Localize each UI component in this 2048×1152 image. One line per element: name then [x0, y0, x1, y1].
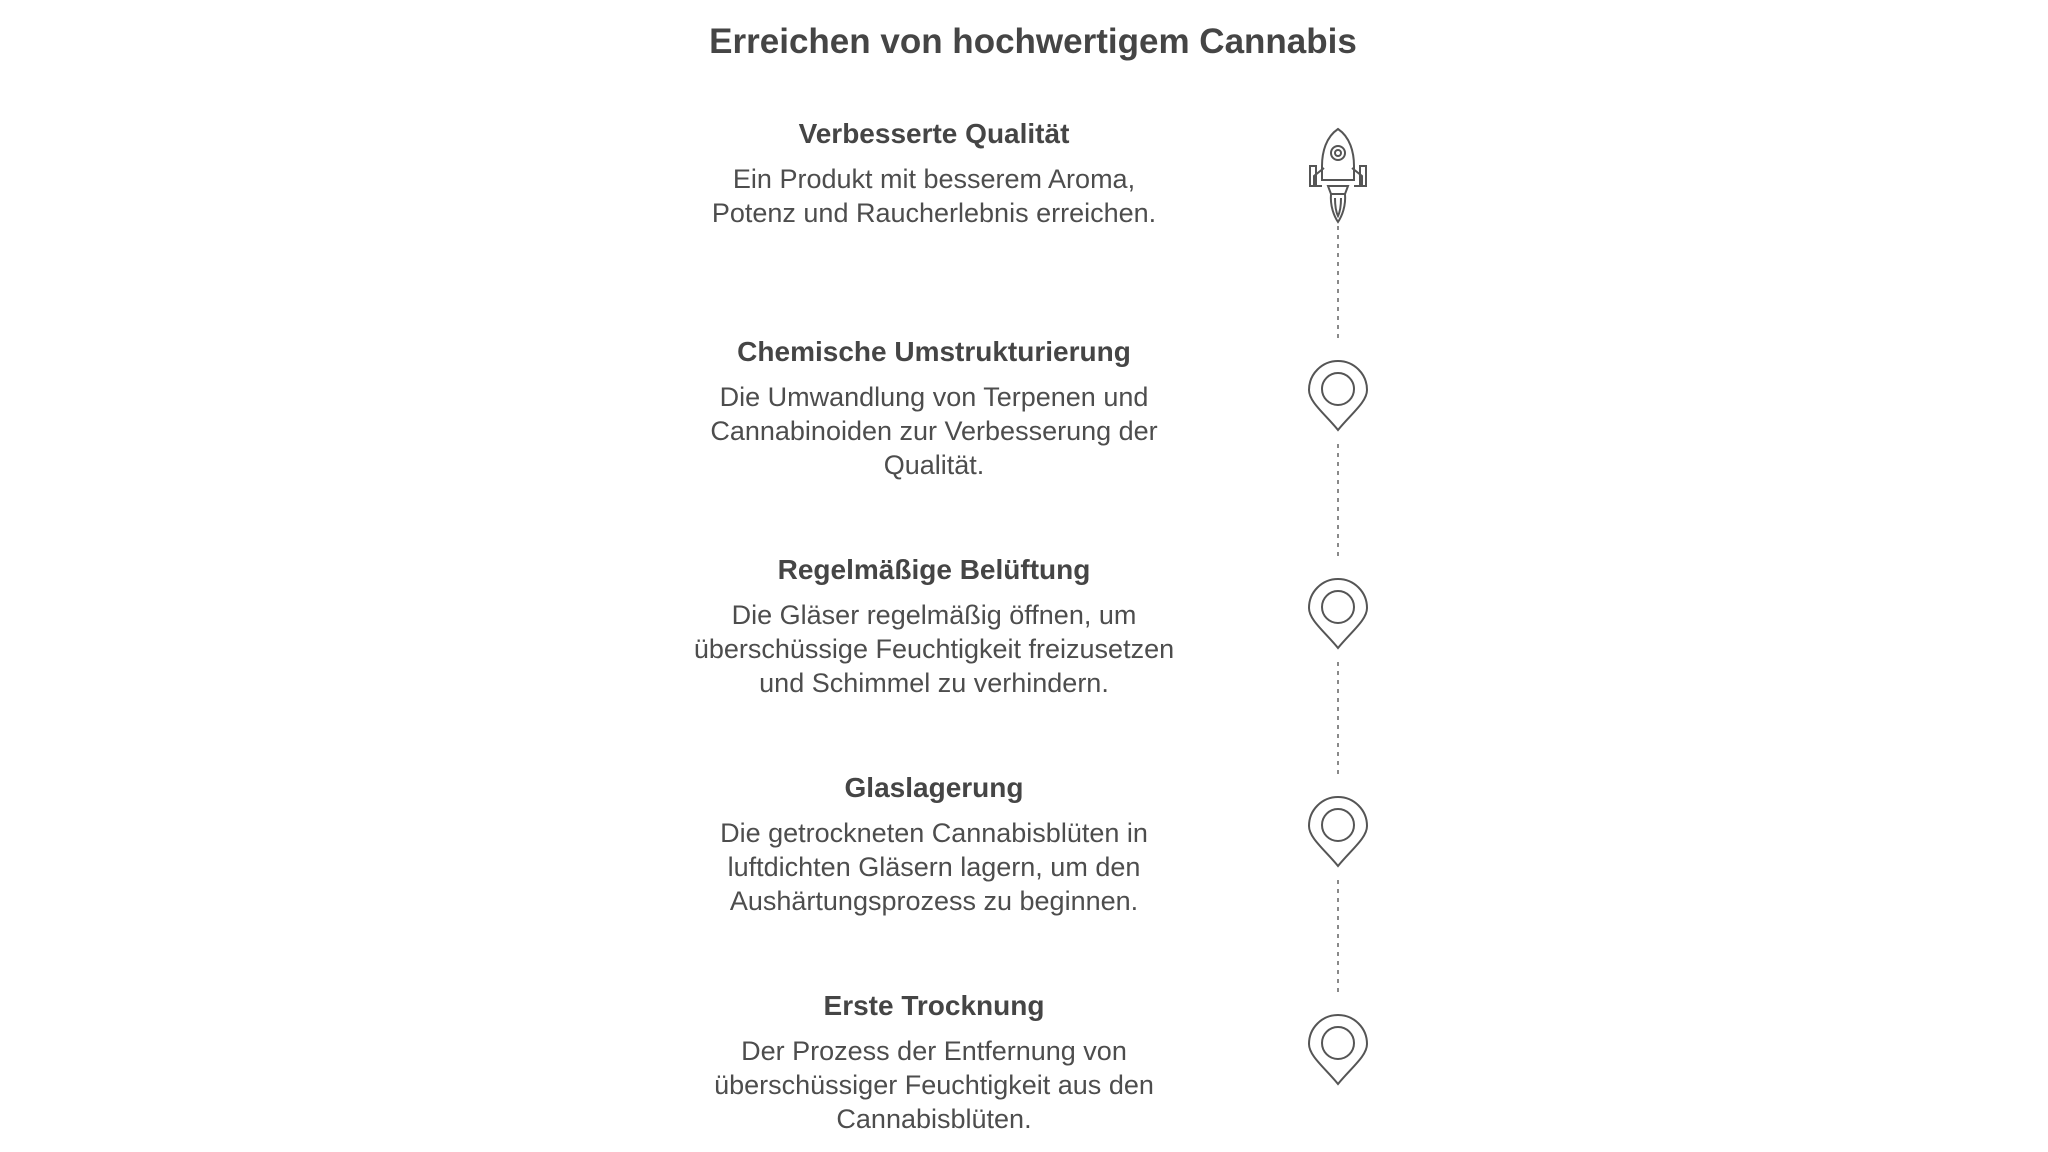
step-heading: Glaslagerung — [844, 772, 1024, 803]
step-chemische-umstrukturierung — [634, 332, 1234, 482]
step-description: Der Prozess der Entfernung von überschüssiger Feuchtigkeit aus den Cannabisblüten. — [714, 1036, 1154, 1134]
step-description: Die getrockneten Cannabisblüten in luftdichten Gläsern lagern, um den Aushärtungsprozess zu beginnen. — [720, 818, 1148, 916]
step-regelmaessige-belueftung — [634, 550, 1234, 700]
step-description: Die Umwandlung von Terpenen und Cannabinoiden zur Verbesserung der Qualität. — [710, 382, 1158, 480]
map-pin-icon — [1309, 797, 1367, 866]
map-pin-icon — [1309, 579, 1367, 648]
rocket-icon — [1310, 129, 1366, 222]
step-heading: Regelmäßige Belüftung — [777, 554, 1091, 585]
map-pin-icon — [1309, 1015, 1367, 1084]
step-description: Ein Produkt mit besserem Aroma, Potenz und Raucherlebnis erreichen. — [711, 164, 1157, 228]
step-heading: Chemische Umstrukturierung — [737, 336, 1131, 367]
step-heading: Erste Trocknung — [823, 990, 1045, 1021]
step-heading: Verbesserte Qualität — [798, 118, 1070, 149]
step-verbesserte-qualitaet — [634, 114, 1234, 230]
step-erste-trocknung — [634, 986, 1234, 1136]
step-description: Die Gläser regelmäßig öffnen, um überschüssige Feuchtigkeit freizusetzen und Schimmel zu verhindern. — [693, 600, 1175, 698]
diagram-title: Erreichen von hochwertigem Cannabis — [709, 22, 1357, 61]
step-glaslagerung — [634, 768, 1234, 918]
map-pin-icon — [1309, 361, 1367, 430]
